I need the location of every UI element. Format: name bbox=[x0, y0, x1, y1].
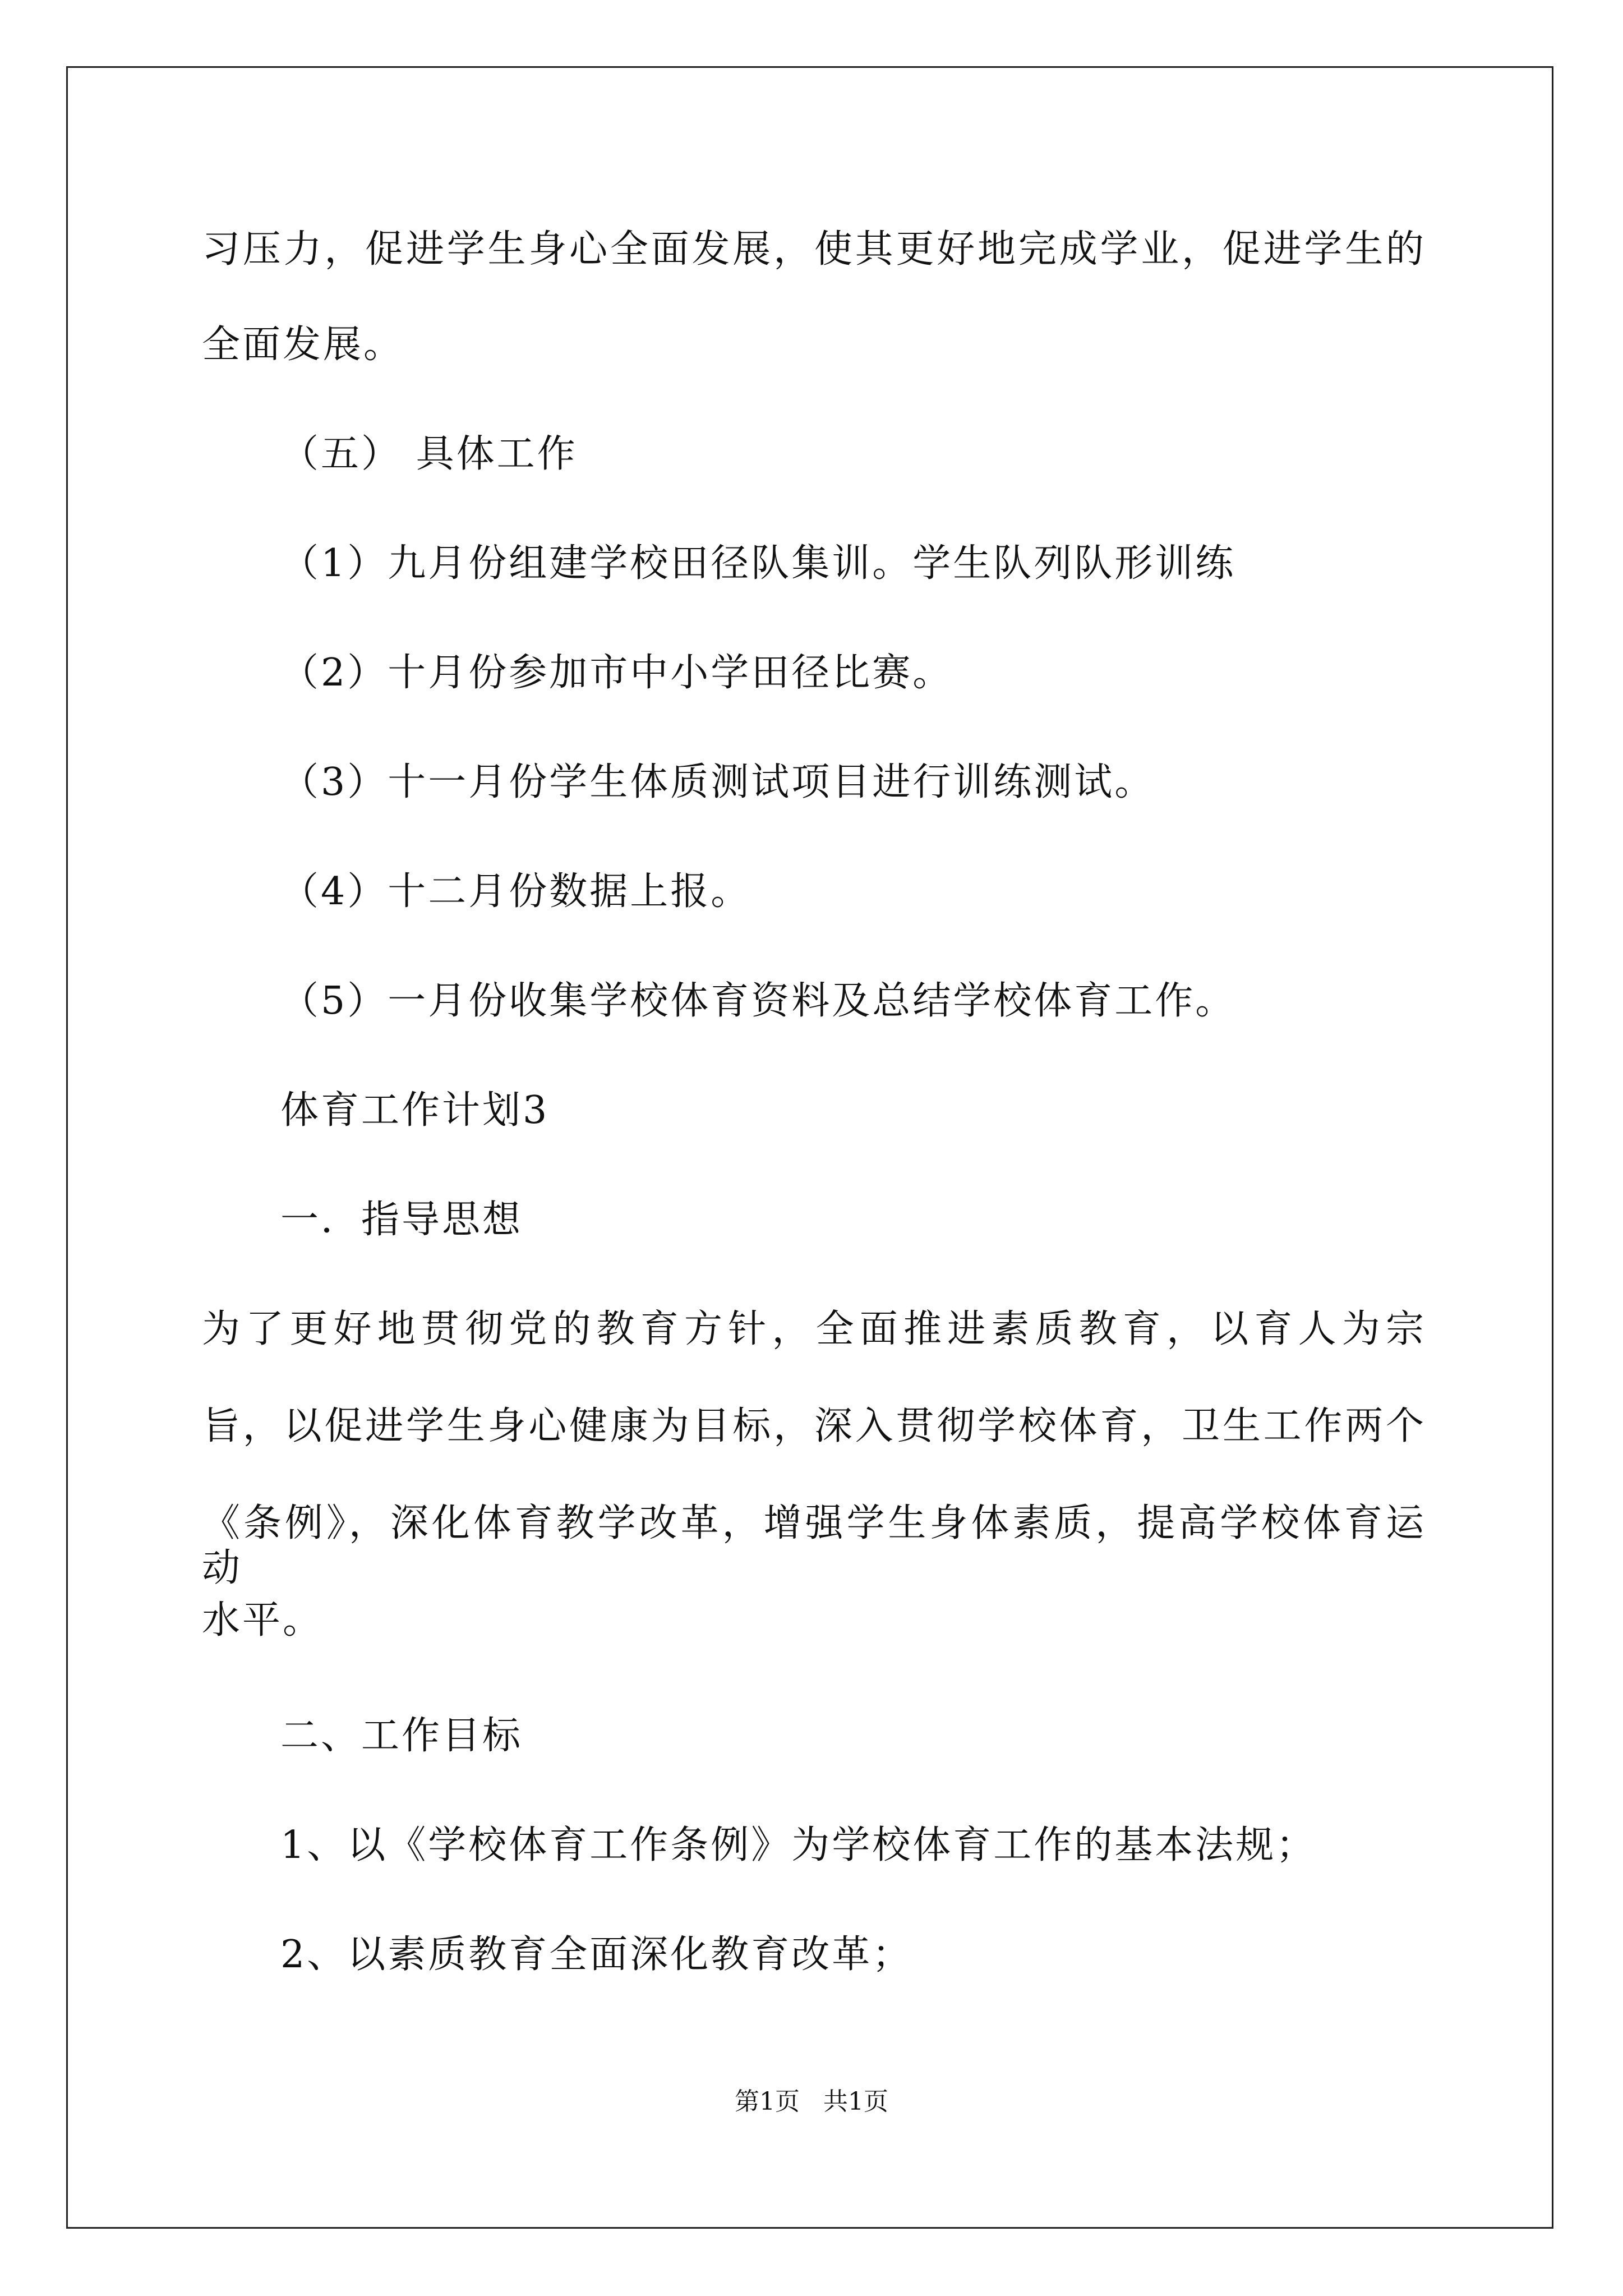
body-text-line: 水平。 bbox=[202, 1598, 324, 1642]
section-heading: （五） 具体工作 bbox=[280, 432, 578, 476]
document-subtitle: 体育工作计划3 bbox=[280, 1088, 550, 1133]
page-footer: 第1页 共1页 bbox=[735, 2087, 888, 2116]
list-item: （5）一月份收集学校体育资料及总结学校体育工作。 bbox=[280, 979, 1236, 1023]
body-text-line: 全面发展。 bbox=[202, 323, 404, 367]
list-item: （4）十二月份数据上报。 bbox=[280, 869, 751, 914]
list-item: （3）十一月份学生体质测试项目进行训练测试。 bbox=[280, 760, 1155, 804]
body-text-line: 《条例》，深化体育教学改革，增强学生身体素质，提高学校体育运动 bbox=[202, 1501, 1426, 1590]
list-item: （2）十月份参加市中小学田径比赛。 bbox=[280, 651, 953, 695]
list-item: 1、以《学校体育工作条例》为学校体育工作的基本法规； bbox=[280, 1823, 1317, 1867]
body-text-line: 习压力，促进学生身心全面发展，使其更好地完成学业，促进学生的 bbox=[202, 227, 1426, 272]
body-text-line: 旨，以促进学生身心健康为目标，深入贯彻学校体育，卫生工作两个 bbox=[202, 1404, 1426, 1448]
list-item: （1）九月份组建学校田径队集训。学生队列队形训练 bbox=[280, 541, 1236, 586]
page-border bbox=[66, 66, 1553, 2229]
list-item: 2、以素质教育全面深化教育改革； bbox=[280, 1932, 913, 1977]
body-text-line: 为了更好地贯彻党的教育方针，全面推进素质教育，以育人为宗 bbox=[202, 1307, 1426, 1351]
section-heading: 一．指导思想 bbox=[280, 1198, 523, 1242]
section-heading: 二、工作目标 bbox=[280, 1714, 523, 1758]
